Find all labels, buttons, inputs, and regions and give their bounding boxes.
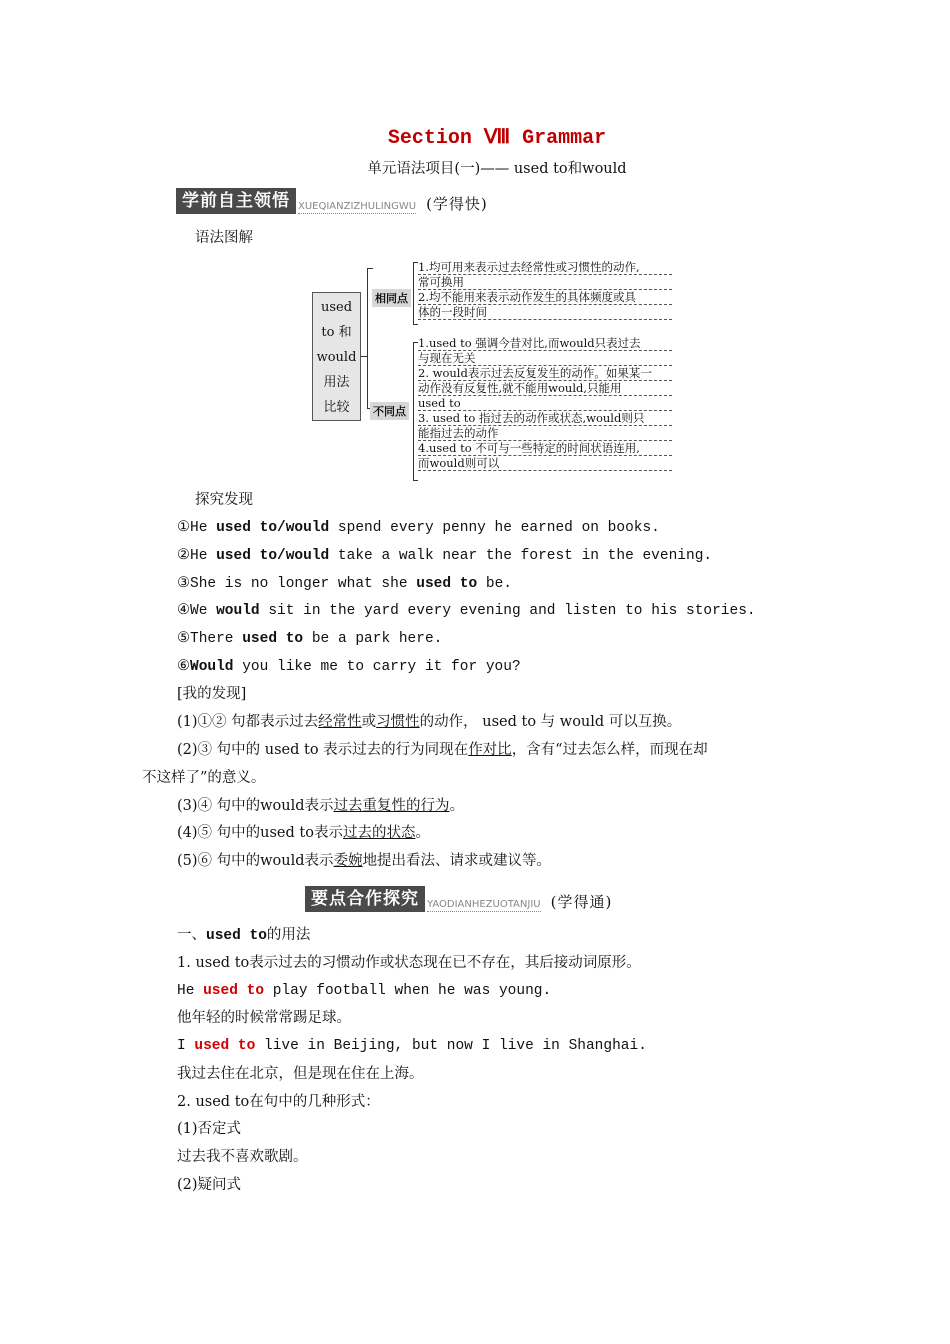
example-sentence: ④We would sit in the yard every evening and listen to his stories. (177, 603, 756, 620)
example-list (177, 518, 756, 685)
finding-5: (5)⑥ 句中的would表示委婉地提出看法、请求或建议等。 (177, 853, 552, 869)
section-banner-2 (305, 886, 612, 912)
diff-item-line: 1.used to 强调今昔对比,而would只表过去 (418, 336, 672, 351)
example-sentence: I used to live in Beijing, but now I live in Shanghai. (177, 1038, 647, 1054)
banner-tag: (学得通) (550, 893, 613, 911)
finding-3: (3)④ 句中的would表示过去重复性的行为。 (177, 798, 465, 814)
same-item-line: 体的一段时间 (418, 305, 672, 320)
page-subtitle: 单元语法项目(一)—— used to和would (367, 161, 627, 177)
center-line: would (316, 350, 357, 365)
diff-item-line: 动作没有反复性,就不能用would,只能用 (418, 381, 672, 396)
section1-point-2: 2. used to在句中的几种形式： (177, 1094, 380, 1110)
banner-pinyin: XUEQIANZIZHULINGWU (298, 201, 417, 212)
translation: 他年轻的时候常常踢足球。 (177, 1010, 351, 1026)
grammar-diagram (310, 256, 680, 484)
diff-item-line: 2. would表示过去反复发生的动作。如果某一 (418, 366, 672, 381)
same-item-line: 常可换用 (418, 275, 672, 290)
same-item-line: 1.均可用来表示过去经常性或习惯性的动作, (418, 260, 672, 275)
example-sentence: ③She is no longer what she used to be. (177, 575, 512, 592)
page-title: Section Ⅷ Grammar (387, 127, 607, 150)
diagram-heading: 语法图解 (195, 230, 253, 246)
same-items (418, 260, 672, 320)
center-line: 用法 (323, 375, 350, 390)
diff-item-line: 3. used to 指过去的动作或状态,would则只 (418, 411, 672, 426)
finding-1: (1)①② 句都表示过去经常性或习惯性的动作， used to 与 would 可以互换。 (177, 714, 682, 730)
diff-item-line: used to (418, 396, 672, 411)
center-line: 比较 (323, 400, 350, 415)
example-sentence: ②He used to/would take a walk near the forest in the evening. (177, 547, 713, 564)
finding-heading: [我的发现] (177, 686, 247, 702)
finding-4: (4)⑤ 句中的used to表示过去的状态。 (177, 825, 430, 841)
diff-item-line: 4.used to 不可与一些特定的时间状语连用, (418, 441, 672, 456)
diagram-center-box (312, 292, 361, 421)
finding-2: (2)③ 句中的 used to 表示过去的行为同现在作对比，含有“过去怎么样，而现在却 (177, 742, 708, 758)
example-sentence: ①He used to/would spend every penny he earned on books. (177, 520, 660, 536)
banner-pinyin: YAODIANHEZUOTANJIU (427, 899, 541, 910)
banner-label: 要点合作探究 (305, 886, 425, 912)
example-sentence: ⑥Would you like me to carry it for you? (177, 658, 521, 675)
finding-2-cont: 不这样了”的意义。 (142, 770, 266, 786)
diff-item-line: 与现在无关 (418, 351, 672, 366)
center-line: to 和 (321, 325, 352, 340)
diff-item-line: 能指过去的动作 (418, 426, 672, 441)
section1-heading: 一、used to的用法 (177, 927, 311, 944)
example-sentence: He used to play football when he was young. (177, 983, 552, 999)
translation: 过去我不喜欢歌剧。 (177, 1149, 308, 1165)
subheading-negative: (1)否定式 (177, 1121, 242, 1137)
explore-heading: 探究发现 (195, 492, 253, 508)
example-sentence: ⑤There used to be a park here. (177, 631, 443, 648)
same-item-line: 2.均不能用来表示动作发生的具体频度或具 (418, 290, 672, 305)
banner-tag: (学得快) (426, 195, 488, 213)
translation: 我过去住在北京，但是现在住在上海。 (177, 1066, 424, 1082)
section1-point-1: 1. used to表示过去的习惯动作或状态现在已不存在，其后接动词原形。 (177, 955, 641, 971)
diff-label: 不同点 (370, 402, 409, 420)
subheading-question: (2)疑问式 (177, 1177, 242, 1193)
same-label: 相同点 (372, 289, 411, 307)
section-banner-1 (176, 188, 488, 214)
diff-item-line: 而would则可以 (418, 456, 672, 471)
diff-items (418, 336, 672, 471)
center-line: used (320, 300, 353, 315)
banner-label: 学前自主领悟 (176, 188, 296, 214)
